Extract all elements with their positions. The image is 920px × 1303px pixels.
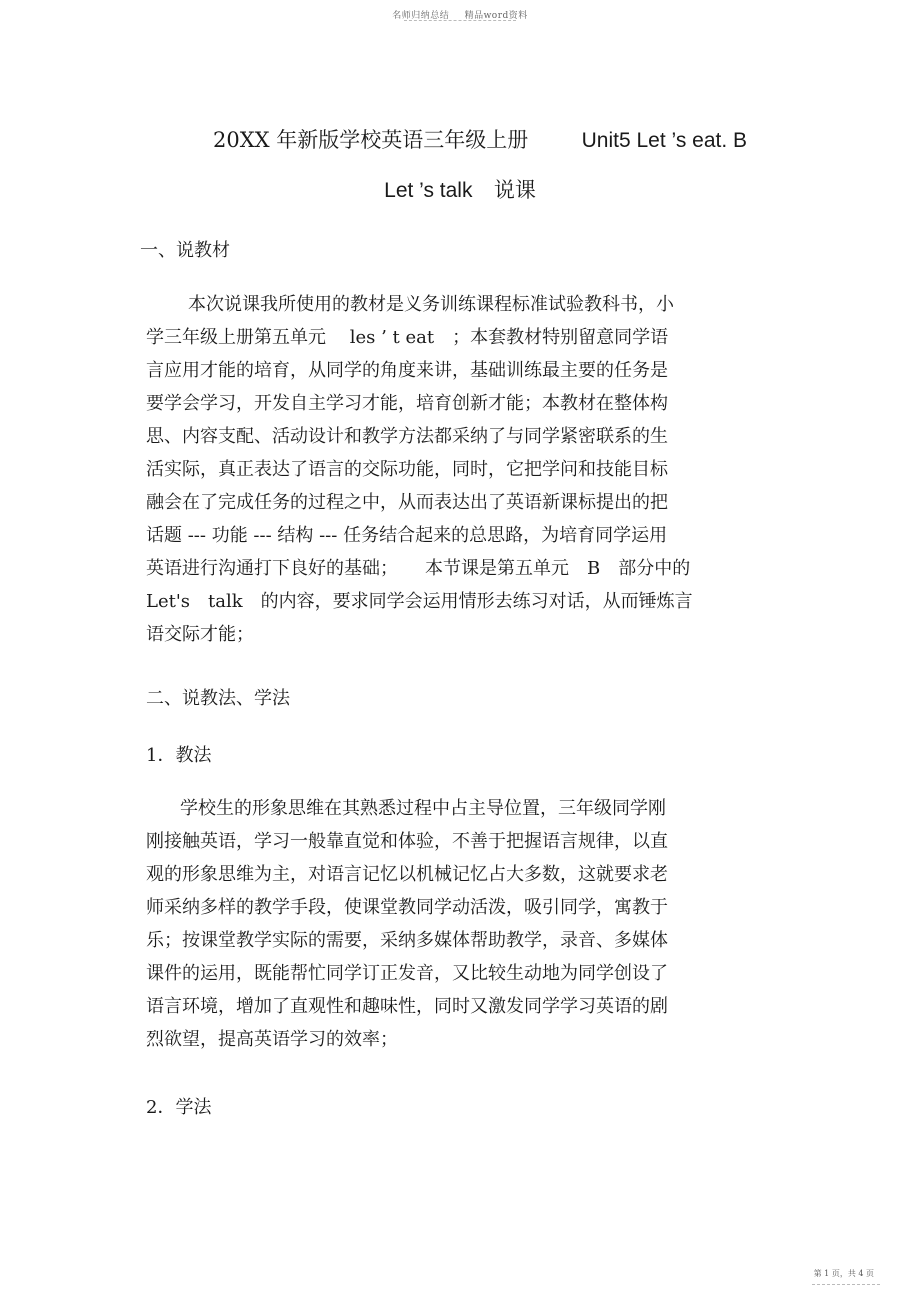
paragraph-line: 师采纳多样的教学手段，使课堂教同学动活泼，吸引同学，寓教于 — [146, 897, 668, 918]
paragraph-line: 思、内容支配、活动设计和教学方法都采纳了与同学紧密联系的生 — [146, 426, 668, 447]
section-2-1-paragraph — [146, 792, 766, 1056]
header-right-text: 精品word资料 — [464, 11, 528, 21]
paragraph-line: 活实际，真正表达了语言的交际功能，同时，它把学问和技能目标 — [146, 459, 668, 480]
paragraph-line: 观的形象思维为主，对语言记忆以机械记忆占大多数，这就要求老 — [146, 864, 668, 885]
paragraph-line: 要学会学习，开发自主学习才能，培育创新才能；本教材在整体构 — [146, 393, 668, 414]
paragraph-line: 语交际才能； — [146, 624, 254, 645]
title-lets-talk: Let ’s talk — [384, 179, 473, 202]
document-title-line2 — [0, 174, 920, 204]
document-title-line1 — [0, 124, 920, 154]
section-heading-1: 一、说教材 — [140, 240, 230, 261]
paragraph-line: 刚接触英语，学习一般靠直觉和体验，不善于把握语言规律，以直 — [146, 831, 668, 852]
paragraph-line: Let's talk 的内容，要求同学会运用情形去练习对话，从而锤炼言 — [146, 591, 693, 612]
paragraph-line: 本次说课我所使用的教材是义务训练课程标准试验教科书，小 — [188, 294, 674, 315]
paragraph-line: 学校生的形象思维在其熟悉过程中占主导位置，三年级同学刚 — [180, 798, 666, 819]
section-heading-2: 二、说教法、学法 — [146, 688, 290, 709]
subsection-heading-teaching-method: 1．教法 — [146, 745, 212, 766]
footer-rule — [812, 1284, 880, 1285]
paragraph-line: 语言环境，增加了直观性和趣味性，同时又激发同学学习英语的剧 — [146, 996, 668, 1017]
subsection-heading-learning-method: 2．学法 — [146, 1097, 212, 1118]
title-unit: Unit5 Let ’s eat. B — [581, 129, 748, 152]
section-1-paragraph — [146, 288, 766, 651]
paragraph-line: 乐；按课堂教学实际的需要，采纳多媒体帮助教学，录音、多媒体 — [146, 930, 668, 951]
paragraph-line: 课件的运用，既能帮忙同学订正发音，又比较生动地为同学创设了 — [146, 963, 668, 984]
paragraph-line: 烈欲望，提高英语学习的效率； — [146, 1029, 398, 1050]
paragraph-line: 学三年级上册第五单元 les ’ t eat ；本套教材特别留意同学语 — [146, 327, 669, 348]
title-shuoke: 说课 — [493, 178, 536, 202]
paragraph-line: 话题 --- 功能 --- 结构 --- 任务结合起来的总思路，为培育同学运用 — [146, 525, 668, 546]
title-chinese: 20XX 年新版学校英语三年级上册 — [212, 128, 529, 152]
paragraph-line: 英语进行沟通打下良好的基础； 本节课是第五单元 B 部分中的 — [146, 558, 691, 579]
page-number: 第 1 页，共 4 页 — [813, 1269, 874, 1278]
header-rule — [404, 20, 516, 21]
paragraph-line: 言应用才能的培育，从同学的角度来讲，基础训练最主要的任务是 — [146, 360, 668, 381]
paragraph-line: 融会在了完成任务的过程之中，从而表达出了英语新课标提出的把 — [146, 492, 668, 513]
header-left-text: 名师归纳总结 — [392, 11, 450, 21]
